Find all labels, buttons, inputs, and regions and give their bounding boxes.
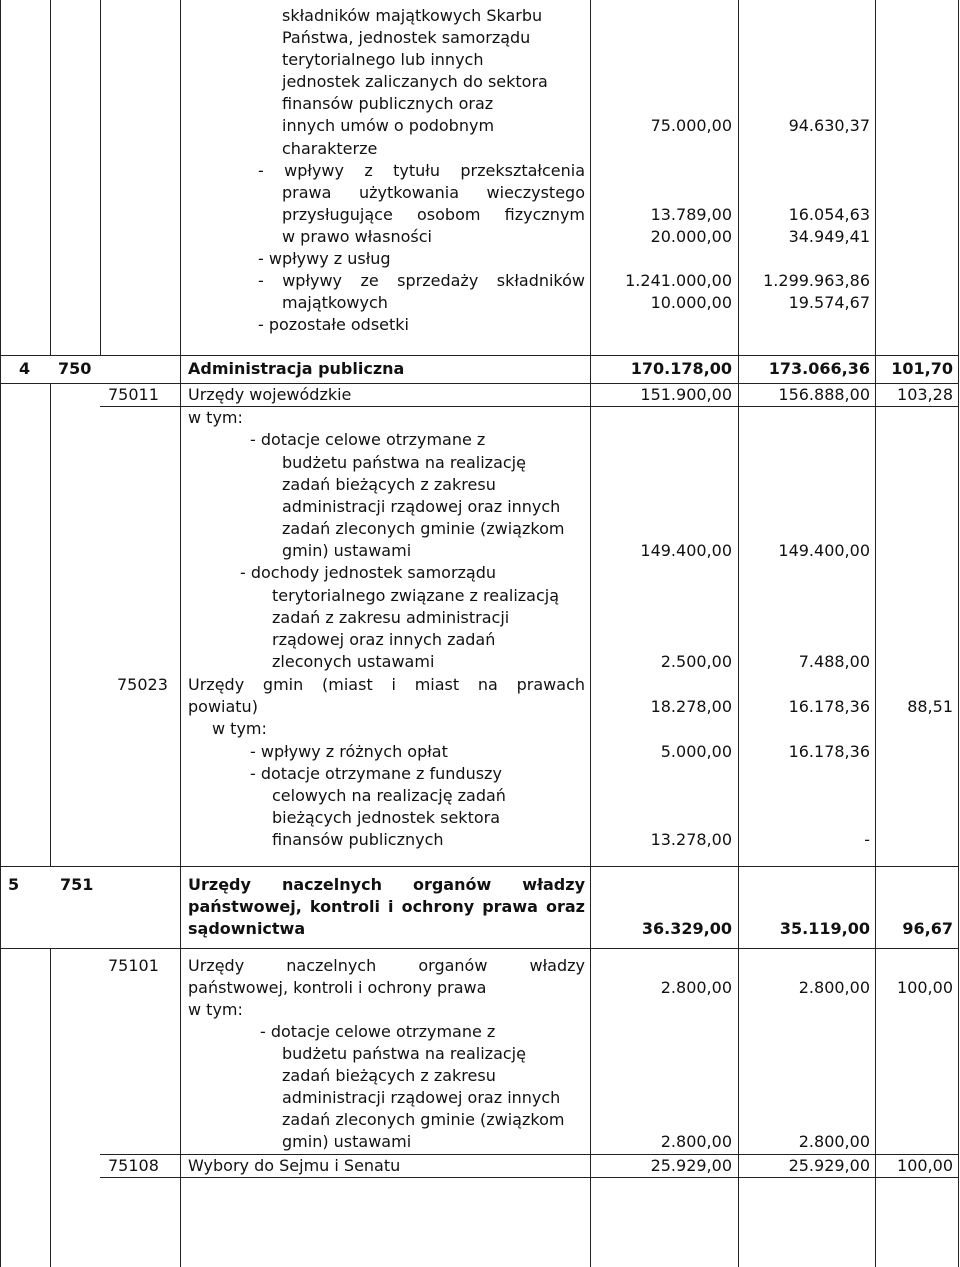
text-line: bieżących jednostek sektora xyxy=(272,808,501,827)
exec-value: 16.178,36 xyxy=(788,742,870,761)
dzial-name: Urzędy naczelnych organów władzy xyxy=(188,875,585,894)
rozdzial-code: 75011 xyxy=(108,385,159,404)
plan-value: 149.400,00 xyxy=(640,541,732,560)
percent-value: 101,70 xyxy=(891,359,953,378)
dzial-code: 750 xyxy=(58,359,92,378)
percent-value: 103,28 xyxy=(897,385,953,404)
exec-value: 25.929,00 xyxy=(788,1156,870,1175)
text-line: - dochody jednostek samorządu xyxy=(240,563,497,582)
text-line: jednostek zaliczanych do sektora xyxy=(282,72,548,91)
text-line: terytorialnego lub innych xyxy=(282,50,484,69)
col-line-lp xyxy=(50,948,51,1267)
col-line-name xyxy=(590,0,591,1267)
row-line xyxy=(0,866,959,867)
text-line: zadań bieżących z zakresu xyxy=(282,1066,496,1085)
plan-value: 5.000,00 xyxy=(660,742,732,761)
lp-number: 4 xyxy=(19,359,31,378)
text-line: przysługujące osobom fizycznym xyxy=(282,205,585,224)
plan-value: 18.278,00 xyxy=(650,697,732,716)
text-line: zadań zleconych gminie (związkom xyxy=(282,519,565,538)
text-line: administracji rządowej oraz innych xyxy=(282,1088,561,1107)
plan-value: 1.241.000,00 xyxy=(625,271,732,290)
text-line: zadań bieżących z zakresu xyxy=(282,475,496,494)
text-line: innych umów o podobnym xyxy=(282,116,495,135)
percent-value: 100,00 xyxy=(897,978,953,997)
exec-value: 7.488,00 xyxy=(798,652,870,671)
rozdzial-name: Wybory do Sejmu i Senatu xyxy=(188,1156,401,1175)
rozdzial-name: powiatu) xyxy=(188,697,258,716)
text-line: zleconych ustawami xyxy=(272,652,435,671)
col-line-plan xyxy=(738,0,739,1267)
percent-value: 100,00 xyxy=(897,1156,953,1175)
text-line: - wpływy ze sprzedaży składników xyxy=(258,271,585,290)
col-line-lp xyxy=(50,0,51,355)
percent-value: 96,67 xyxy=(902,919,953,938)
w-tym-label: w tym: xyxy=(188,1000,243,1019)
col-line-lp xyxy=(50,383,51,866)
text-line: - dotacje otrzymane z funduszy xyxy=(250,764,502,783)
text-line: rządowej oraz innych zadań xyxy=(272,630,496,649)
exec-value: 19.574,67 xyxy=(788,293,870,312)
col-line-exec xyxy=(875,0,876,1267)
text-line: terytorialnego związane z realizacją xyxy=(272,586,560,605)
text-line: administracji rządowej oraz innych xyxy=(282,497,561,516)
dzial-code: 751 xyxy=(60,875,94,894)
plan-value: 2.500,00 xyxy=(660,652,732,671)
rozdzial-code: 75101 xyxy=(108,956,159,975)
rozdzial-name: Urzędy gmin (miast i miast na prawach xyxy=(188,675,585,694)
percent-value: 88,51 xyxy=(907,697,953,716)
row-line xyxy=(0,948,959,949)
text-line: - wpływy z tytułu przekształcenia xyxy=(258,161,585,180)
w-tym-label: w tym: xyxy=(212,719,267,738)
text-line: zadań zleconych gminie (związkom xyxy=(282,1110,565,1129)
exec-value: 2.800,00 xyxy=(798,1132,870,1151)
plan-value: 13.278,00 xyxy=(650,830,732,849)
text-line: - dotacje celowe otrzymane z xyxy=(250,430,486,449)
exec-value: 173.066,36 xyxy=(768,359,870,378)
rozdzial-name: państwowej, kontroli i ochrony prawa xyxy=(188,978,487,997)
text-line: finansów publicznych xyxy=(272,830,444,849)
text-line: prawa użytkowania wieczystego xyxy=(282,183,585,202)
text-line: - wpływy z różnych opłat xyxy=(250,742,448,761)
rozdzial-code: 75023 xyxy=(117,675,168,694)
text-line: budżetu państwa na realizację xyxy=(282,453,526,472)
plan-value: 2.800,00 xyxy=(660,1132,732,1151)
plan-value: 151.900,00 xyxy=(640,385,732,404)
text-line: - pozostałe odsetki xyxy=(258,315,409,334)
text-line: gmin) ustawami xyxy=(282,541,412,560)
plan-value: 36.329,00 xyxy=(641,919,732,938)
col-line-rozdzial xyxy=(180,0,181,1267)
exec-value: 16.054,63 xyxy=(788,205,870,224)
exec-value: 156.888,00 xyxy=(778,385,870,404)
text-line: - dotacje celowe otrzymane z xyxy=(260,1022,496,1041)
plan-value: 13.789,00 xyxy=(650,205,732,224)
col-line-left xyxy=(0,0,1,1267)
col-line-dzial xyxy=(100,0,101,355)
exec-value: 35.119,00 xyxy=(779,919,870,938)
plan-value: 2.800,00 xyxy=(660,978,732,997)
text-line: finansów publicznych oraz xyxy=(282,94,494,113)
plan-value: 10.000,00 xyxy=(650,293,732,312)
text-line: charakterze xyxy=(282,139,378,158)
rozdzial-name: Urzędy wojewódzkie xyxy=(188,385,352,404)
text-line: - wpływy z usług xyxy=(258,249,391,268)
dzial-name: państwowej, kontroli i ochrony prawa oraz xyxy=(188,897,585,916)
lp-number: 5 xyxy=(8,875,20,894)
text-line: celowych na realizację zadań xyxy=(272,786,506,805)
exec-value: 34.949,41 xyxy=(788,227,870,246)
text-line: w prawo własności xyxy=(282,227,432,246)
plan-value: 75.000,00 xyxy=(650,116,732,135)
exec-value: 16.178,36 xyxy=(788,697,870,716)
text-line: majątkowych xyxy=(282,293,388,312)
rozdzial-name: Urzędy naczelnych organów władzy xyxy=(188,956,585,975)
text-line: gmin) ustawami xyxy=(282,1132,412,1151)
rozdzial-code: 75108 xyxy=(108,1156,159,1175)
row-line xyxy=(100,1177,959,1178)
exec-value: 149.400,00 xyxy=(778,541,870,560)
exec-value: 2.800,00 xyxy=(798,978,870,997)
row-line xyxy=(0,355,959,356)
text-line: składników majątkowych Skarbu xyxy=(282,6,543,25)
plan-value: 170.178,00 xyxy=(630,359,732,378)
text-line: zadań z zakresu administracji xyxy=(272,608,510,627)
text-line: budżetu państwa na realizację xyxy=(282,1044,526,1063)
plan-value: 20.000,00 xyxy=(650,227,732,246)
exec-value: 1.299.963,86 xyxy=(763,271,870,290)
text-line: Państwa, jednostek samorządu xyxy=(282,28,531,47)
exec-value: 94.630,37 xyxy=(788,116,870,135)
exec-value: - xyxy=(864,830,870,849)
col-line-right xyxy=(958,0,959,1267)
dzial-name: sądownictwa xyxy=(188,919,306,938)
w-tym-label: w tym: xyxy=(188,408,243,427)
plan-value: 25.929,00 xyxy=(650,1156,732,1175)
dzial-name: Administracja publiczna xyxy=(188,359,405,378)
